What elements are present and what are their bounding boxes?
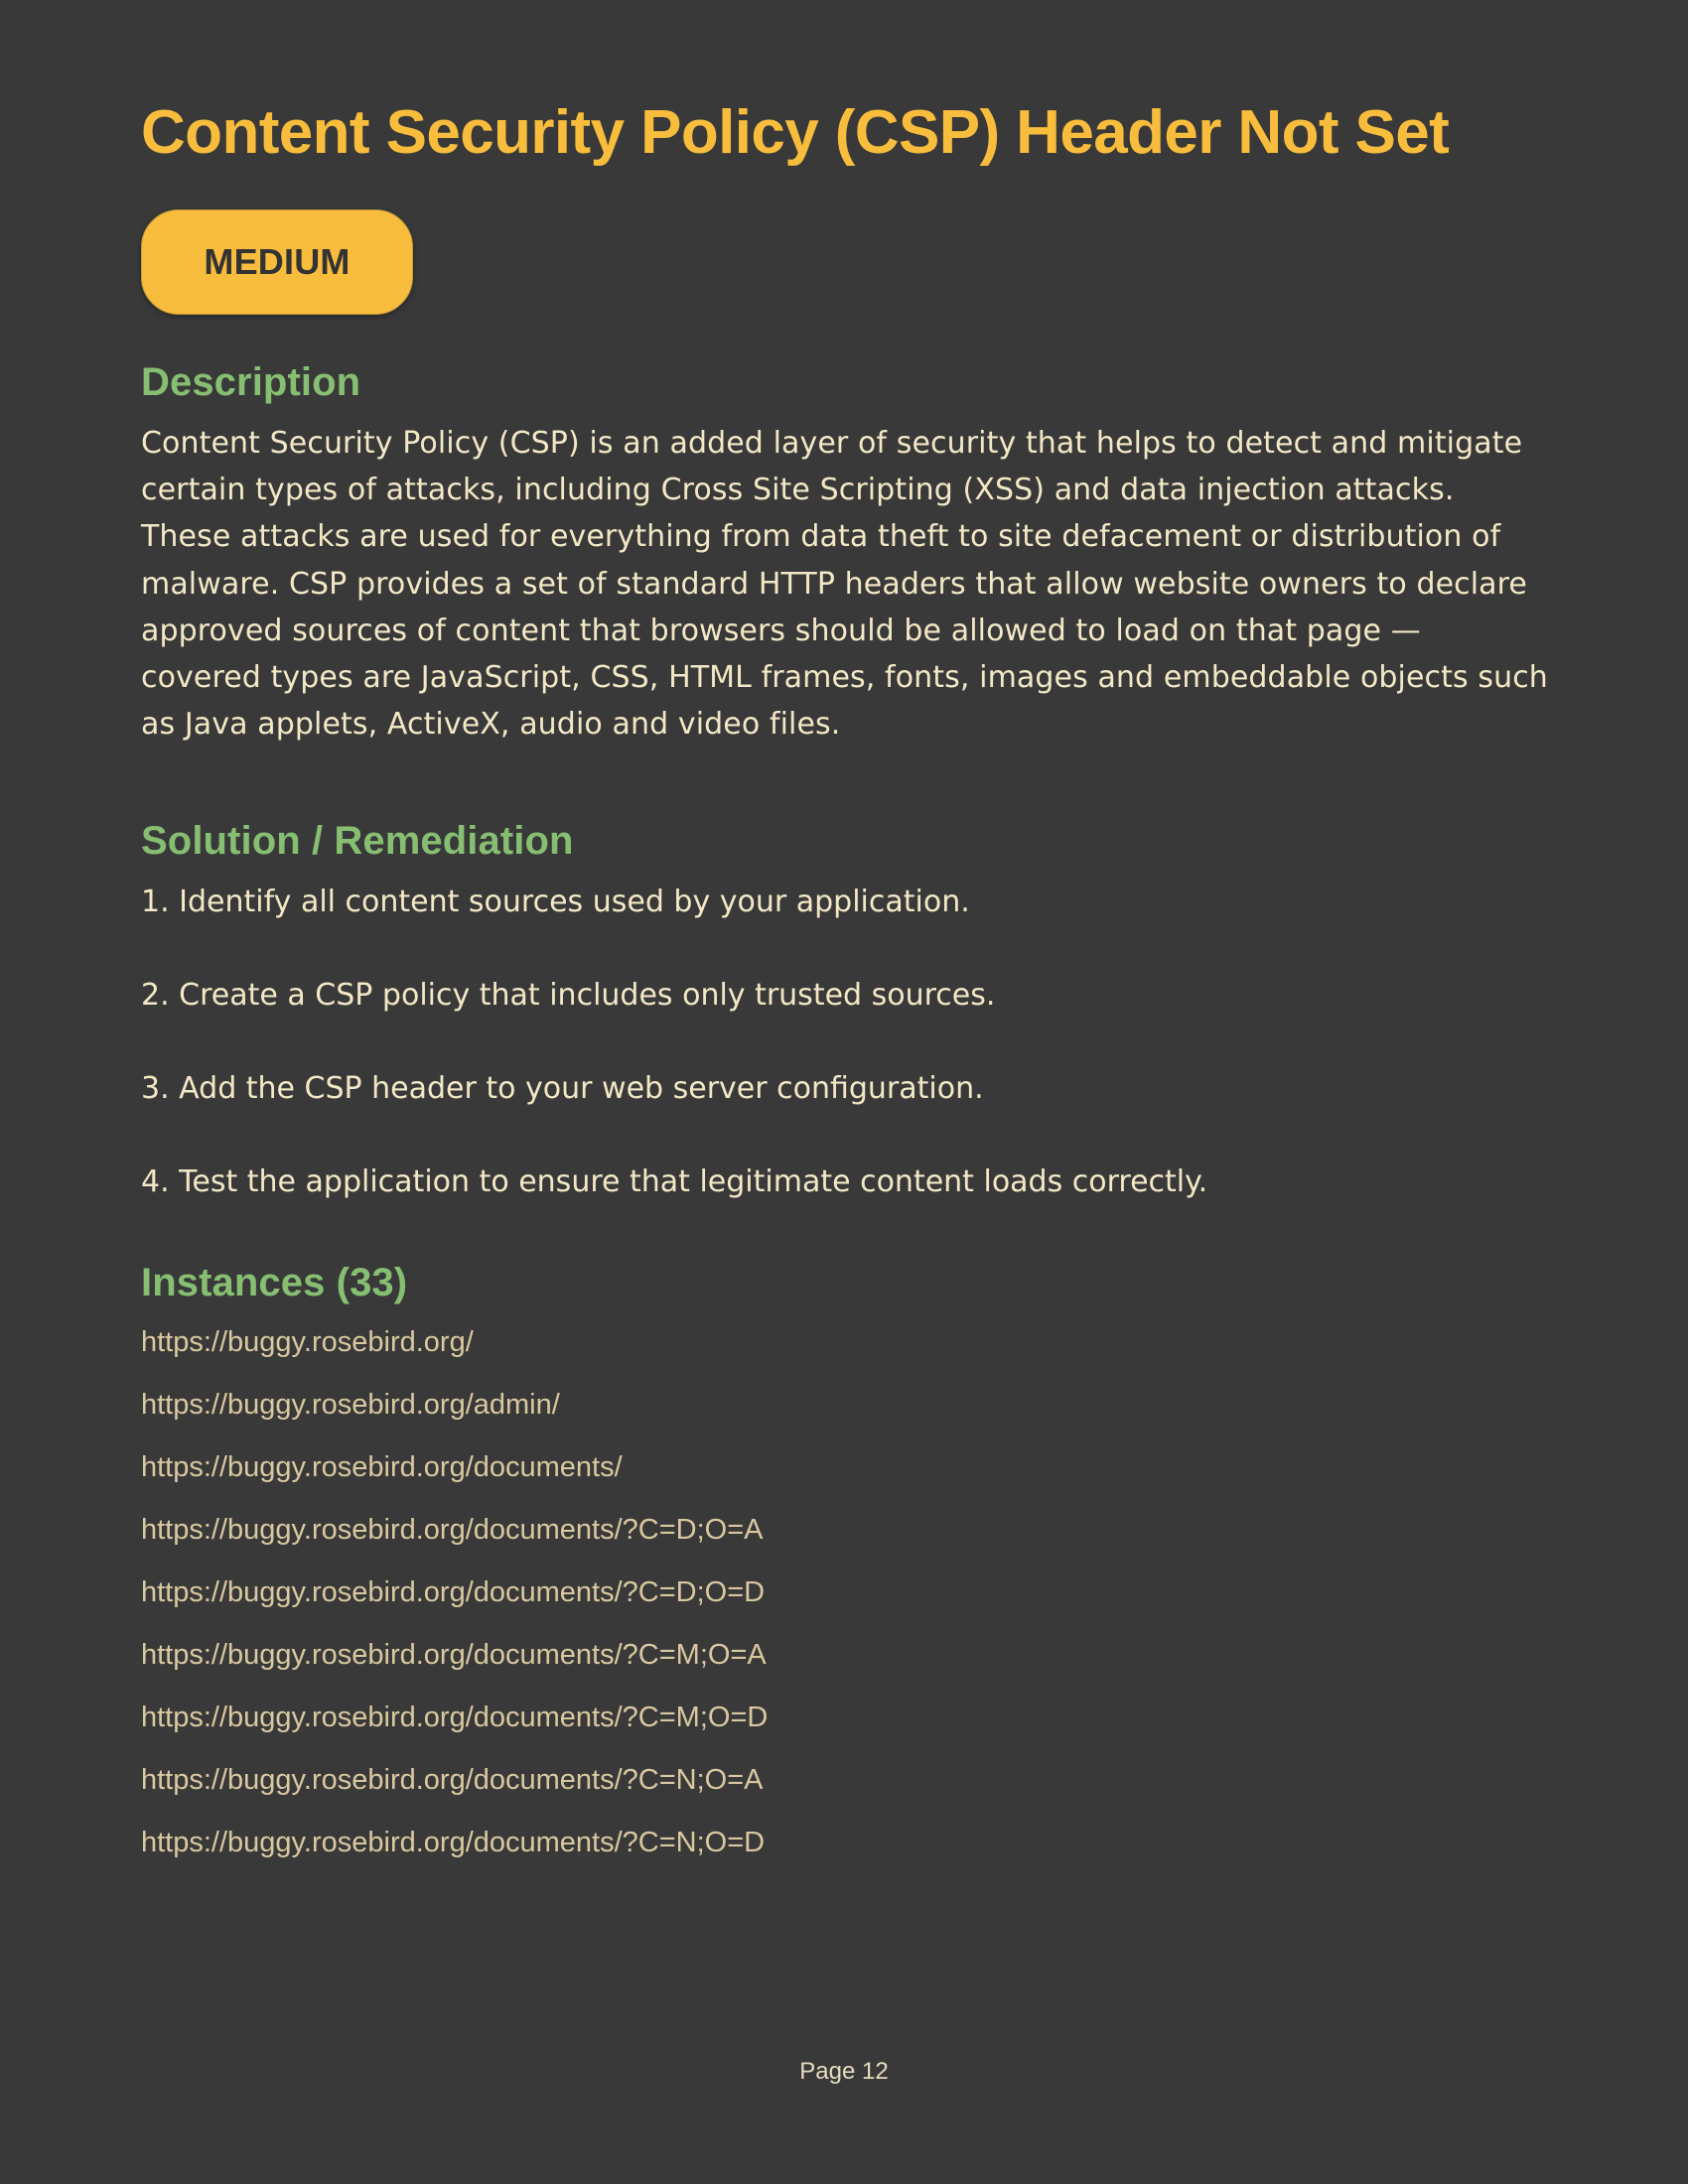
instance-url: https://buggy.rosebird.org/documents/?C=M;O=D (141, 1702, 769, 1734)
instance-url: https://buggy.rosebird.org/documents/ (141, 1451, 623, 1484)
solution-heading: Solution / Remediation (141, 819, 574, 864)
instance-url: https://buggy.rosebird.org/documents/?C=N;O=A (141, 1764, 764, 1797)
page-number: Page 12 (799, 2058, 889, 2085)
instance-url: https://buggy.rosebird.org/ (141, 1326, 474, 1359)
solution-step: 1. Identify all content sources used by your application. (141, 885, 970, 920)
instances-heading: Instances (33) (141, 1261, 408, 1305)
description-heading: Description (141, 360, 361, 404)
instance-url: https://buggy.rosebird.org/documents/?C=N;O=D (141, 1827, 766, 1859)
solution-step: 2. Create a CSP policy that includes only trusted sources. (141, 978, 996, 1014)
solution-step: 3. Add the CSP header to your web server configuration. (141, 1071, 984, 1107)
instance-url: https://buggy.rosebird.org/documents/?C=D;O=D (141, 1576, 766, 1609)
solution-list (141, 879, 1549, 1205)
instance-url: https://buggy.rosebird.org/documents/?C=D;O=A (141, 1514, 764, 1547)
description-text: Content Security Policy (CSP) is an added layer of security that helps to detect and mitigate certain types of attacks, including Cross Site Scripting (XSS) and data injection attacks. These attacks are used for everything from data theft to site defacement or distribution of malware. CSP provides a set of standard HTTP headers that allow website owners to declare approved sources of content that browsers should be allowed to load on that page — covered types are JavaScript, CSS, HTML frames, fonts, images and embeddable objects such as Java applets, ActiveX, audio and video files. (141, 426, 1548, 743)
instance-url: https://buggy.rosebird.org/admin/ (141, 1389, 560, 1422)
solution-step: 4. Test the application to ensure that legitimate content loads correctly. (141, 1164, 1208, 1200)
severity-badge: MEDIUM (141, 209, 413, 315)
instance-list (141, 1322, 1549, 1885)
page-title: Content Security Policy (CSP) Header Not Set (141, 98, 1450, 167)
instance-url: https://buggy.rosebird.org/documents/?C=M;O=A (141, 1639, 767, 1672)
